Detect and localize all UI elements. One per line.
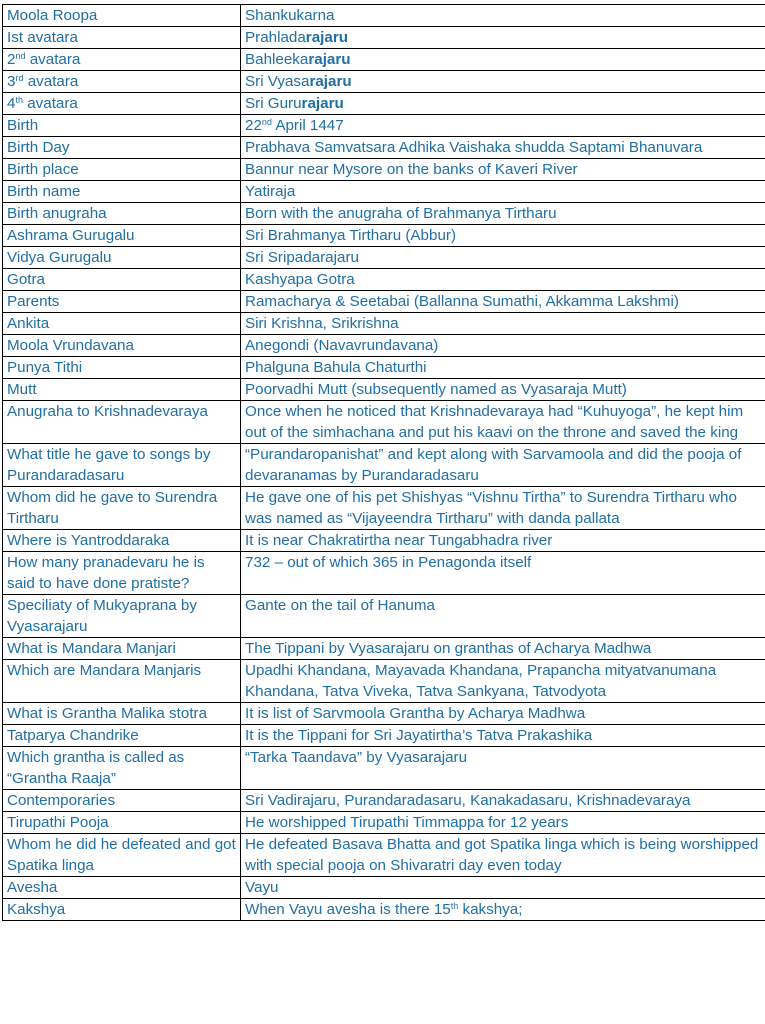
row-label: Parents (3, 291, 241, 313)
table-row (3, 335, 765, 357)
row-value: Sri Vadirajaru, Purandaradasaru, Kanakadasaru, Krishnadevaraya (241, 790, 765, 812)
row-value: “Tarka Taandava” by Vyasarajaru (241, 747, 765, 790)
label-superscript: rd (15, 73, 24, 83)
row-value: Anegondi (Navavrundavana) (241, 335, 765, 357)
row-value: Once when he noticed that Krishnadevaraya had “Kuhuyoga”, he kept him out of the simhachana and put his kaavi on the throne and saved the king (241, 401, 765, 444)
table-row (3, 660, 765, 703)
row-label: What title he gave to songs by Purandaradasaru (3, 444, 241, 487)
row-label: Gotra (3, 269, 241, 291)
value-text: When Vayu avesha is there (245, 901, 434, 918)
row-label: Birth Day (3, 137, 241, 159)
row-label: Birth place (3, 159, 241, 181)
row-label: Birth name (3, 181, 241, 203)
row-value: Poorvadhi Mutt (subsequently named as Vyasaraja Mutt) (241, 379, 765, 401)
value-text: Sri Vyasa (245, 73, 310, 90)
row-label: Where is Yantroddaraka (3, 530, 241, 552)
label-superscript: th (15, 95, 23, 105)
value-number: 15 (433, 901, 451, 918)
row-value: Phalguna Bahula Chaturthi (241, 357, 765, 379)
label-number: 4 (7, 95, 16, 112)
value-bold-text: rajaru (305, 29, 349, 46)
row-label: Moola Roopa (3, 5, 241, 27)
row-value: 732 – out of which 365 in Penagonda itself (241, 552, 765, 595)
row-value (241, 49, 765, 71)
row-value (241, 27, 765, 49)
row-value: He defeated Basava Bhatta and got Spatika linga which is being worshipped with special pooja on Shivaratri day even today (241, 834, 765, 877)
row-value: Prabhava Samvatsara Adhika Vaishaka shudda Saptami Bhanuvara (241, 137, 765, 159)
table-row (3, 834, 765, 877)
table-row (3, 247, 765, 269)
row-label: Kakshya (3, 899, 241, 921)
row-value: Vayu (241, 877, 765, 899)
row-value: It is near Chakratirtha near Tungabhadra river (241, 530, 765, 552)
row-value (241, 93, 765, 115)
table-row (3, 725, 765, 747)
table-row (3, 703, 765, 725)
row-label: Ankita (3, 313, 241, 335)
value-text: Sri Guru (245, 95, 302, 112)
info-table (2, 4, 765, 921)
row-value: He gave one of his pet Shishyas “Vishnu Tirtha” to Surendra Tirtharu who was named as “Vijayeendra Tirtharu” with danda pallata (241, 487, 765, 530)
row-label: Contemporaries (3, 790, 241, 812)
row-value: Sri Brahmanya Tirtharu (Abbur) (241, 225, 765, 247)
row-label: Whom he did he defeated and got Spatika linga (3, 834, 241, 877)
table-row (3, 357, 765, 379)
table-row (3, 5, 765, 27)
value-text: kakshya; (462, 901, 523, 918)
row-label: Vidya Gurugalu (3, 247, 241, 269)
row-value: It is list of Sarvmoola Grantha by Acharya Madhwa (241, 703, 765, 725)
row-value (241, 71, 765, 93)
label-number: 3 (7, 73, 16, 90)
table-row (3, 93, 765, 115)
value-text: Bahleeka (245, 51, 309, 68)
row-value: Bannur near Mysore on the banks of Kaveri River (241, 159, 765, 181)
row-label: Birth (3, 115, 241, 137)
row-value: Shankukarna (241, 5, 765, 27)
row-value: Ramacharya & Seetabai (Ballanna Sumathi, Akkamma Lakshmi) (241, 291, 765, 313)
table-row (3, 115, 765, 137)
table-row (3, 638, 765, 660)
table-row (3, 313, 765, 335)
value-bold-text: rajaru (308, 51, 351, 68)
table-row (3, 71, 765, 93)
row-label: Ist avatara (3, 27, 241, 49)
table-row (3, 444, 765, 487)
row-label (3, 93, 241, 115)
row-label: Whom did he gave to Surendra Tirtharu (3, 487, 241, 530)
row-label: Tatparya Chandrike (3, 725, 241, 747)
row-value (241, 899, 765, 921)
row-label: Tirupathi Pooja (3, 812, 241, 834)
row-label (3, 49, 241, 71)
value-bold-text: rajaru (309, 73, 352, 90)
row-label: What is Mandara Manjari (3, 638, 241, 660)
label-number: 2 (7, 51, 16, 68)
row-label: Moola Vrundavana (3, 335, 241, 357)
row-value: It is the Tippani for Sri Jayatirtha’s Tatva Prakashika (241, 725, 765, 747)
table-row (3, 269, 765, 291)
table-row (3, 401, 765, 444)
table-row (3, 225, 765, 247)
table-row (3, 137, 765, 159)
value-number: 22 (245, 117, 262, 134)
row-label: Birth anugraha (3, 203, 241, 225)
row-label: Which are Mandara Manjaris (3, 660, 241, 703)
table-row (3, 379, 765, 401)
table-row (3, 27, 765, 49)
table-row (3, 812, 765, 834)
table-row (3, 790, 765, 812)
table-row (3, 203, 765, 225)
table-row (3, 877, 765, 899)
table-row (3, 595, 765, 638)
table-row (3, 291, 765, 313)
value-text: April 1447 (275, 117, 344, 134)
table-row (3, 487, 765, 530)
value-text: Prahlada (245, 29, 306, 46)
row-label: How many pranadevaru he is said to have done pratiste? (3, 552, 241, 595)
row-label (3, 71, 241, 93)
table-row (3, 159, 765, 181)
row-label: Mutt (3, 379, 241, 401)
value-superscript: th (450, 901, 459, 911)
label-superscript: nd (15, 51, 26, 61)
row-label: What is Grantha Malika stotra (3, 703, 241, 725)
value-superscript: nd (261, 117, 272, 127)
row-value: The Tippani by Vyasarajaru on granthas of Acharya Madhwa (241, 638, 765, 660)
row-value: Yatiraja (241, 181, 765, 203)
row-value: Upadhi Khandana, Mayavada Khandana, Prapancha mityatvanumana Khandana, Tatva Viveka, Tatva Sankyana, Tatvodyota (241, 660, 765, 703)
row-value: Gante on the tail of Hanuma (241, 595, 765, 638)
label-text: avatara (27, 73, 79, 90)
row-value: He worshipped Tirupathi Timmappa for 12 years (241, 812, 765, 834)
row-label: Anugraha to Krishnadevaraya (3, 401, 241, 444)
row-label: Punya Tithi (3, 357, 241, 379)
row-label: Avesha (3, 877, 241, 899)
table-row (3, 181, 765, 203)
label-text: avatara (29, 51, 81, 68)
row-label: Ashrama Gurugalu (3, 225, 241, 247)
table-row (3, 552, 765, 595)
row-label: Speciliaty of Mukyaprana by Vyasarajaru (3, 595, 241, 638)
row-value: Sri Sripadarajaru (241, 247, 765, 269)
label-text: avatara (27, 95, 78, 112)
row-value: Born with the anugraha of Brahmanya Tirtharu (241, 203, 765, 225)
table-row (3, 747, 765, 790)
table-row (3, 49, 765, 71)
row-value (241, 115, 765, 137)
row-value: “Purandaropanishat” and kept along with Sarvamoola and did the pooja of devaranamas by Purandaradasaru (241, 444, 765, 487)
row-value: Kashyapa Gotra (241, 269, 765, 291)
row-label: Which grantha is called as “Grantha Raaja” (3, 747, 241, 790)
row-value: Siri Krishna, Srikrishna (241, 313, 765, 335)
table-row (3, 899, 765, 921)
table-row (3, 530, 765, 552)
value-bold-text: rajaru (301, 95, 344, 112)
